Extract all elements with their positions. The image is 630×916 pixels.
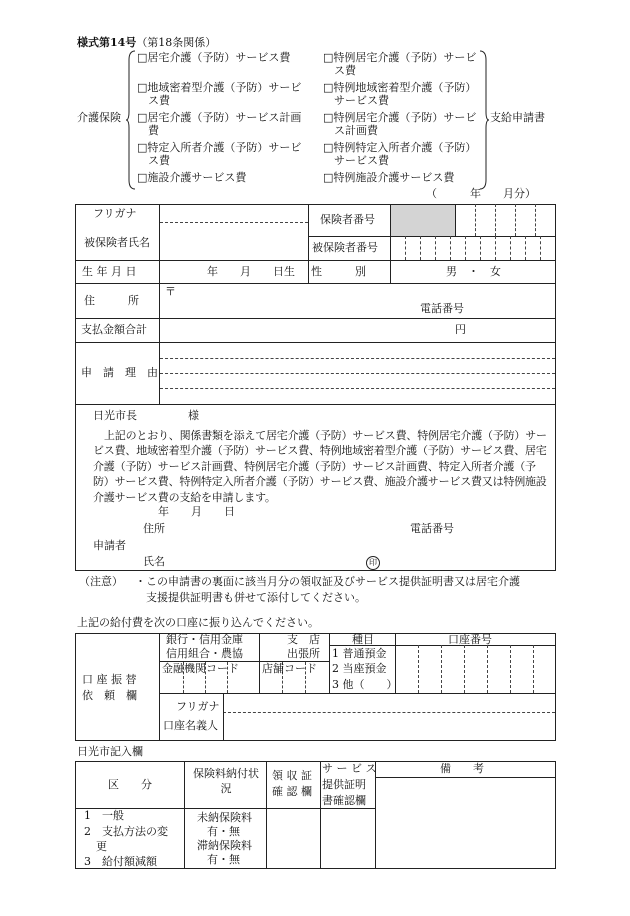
notice-label: （注意） [79, 575, 123, 588]
category-2a[interactable]: 2 支払方法の変 [84, 825, 168, 838]
col-receipt-1: 領 収 証 [272, 769, 312, 782]
col-category: 区 分 [108, 778, 152, 791]
period[interactable]: （ 年 月分） [426, 187, 536, 200]
branch-2: 出張所 [287, 647, 320, 660]
service-right-4[interactable]: □特例特定入所者介護（予防） サービス費 [323, 141, 477, 167]
col-premium: 保険料納付状況 [193, 767, 259, 795]
birth-label: 生 年 月 日 [82, 265, 137, 278]
phone-label: 電話番号 [420, 302, 464, 315]
bank-intro: 上記の給付費を次の口座に振り込んでください。 [77, 616, 319, 629]
account-no-label: 口座番号 [448, 633, 492, 646]
service-right-5[interactable]: □特例施設介護サービス費 [323, 171, 455, 184]
service-left-3[interactable]: □居宅介護（予防）サービス計画 費 [137, 111, 302, 137]
applicant-name: 氏名 [143, 555, 165, 568]
right-brace [479, 50, 489, 190]
sex-options[interactable]: 男 ・ 女 [446, 265, 501, 278]
bank-section-label-1: 口 座 振 替 [82, 673, 137, 686]
insurer-no-label: 保険者番号 [320, 213, 375, 226]
bank-kind-2: 信用組合・農協 [166, 647, 243, 660]
applicant-address: 住所 [143, 522, 165, 535]
holder-furigana-label: フリガナ [176, 700, 220, 713]
branch-code-label: 店舗コード [262, 662, 317, 675]
category-2b: 更 [96, 840, 107, 853]
col-service-2: 提供証明 [322, 778, 366, 791]
applicant-label: 申請者 [93, 539, 126, 552]
yen-unit: 円 [455, 323, 466, 336]
amount-label: 支払金額合計 [81, 323, 147, 336]
applicant-phone: 電話番号 [410, 522, 454, 535]
branch-1: 支 店 [287, 633, 320, 646]
premium-unpaid: 未納保険料 [197, 811, 252, 824]
notice-line-1: ・この申請書の裏面に該当月分の領収証及びサービス提供証明書又は居宅介護 [135, 575, 520, 588]
insured-name-label: 被保険者氏名 [84, 236, 150, 249]
service-left-1[interactable]: □居宅介護（予防）サービス費 [137, 51, 291, 64]
insurer-no-shaded [391, 205, 455, 236]
address-label: 住 所 [84, 294, 139, 307]
left-brace [126, 50, 136, 190]
account-type-1[interactable]: 1 普通預金 [332, 647, 387, 660]
seal-icon: 印 [366, 556, 380, 570]
account-type-3[interactable]: 3 他（ ） [332, 678, 398, 691]
birth-date[interactable]: 年 月 日生 [207, 265, 295, 278]
declaration-body: 上記のとおり、関係書類を添えて居宅介護（予防）サービス費、特例居宅介護（予防）サービス費、地域密着型介護（予防）サービス費、特例地域密着型介護（予防）サービス費、居宅介護（予防）サービス計画費、特例居宅介護（予防）サービス計画費、特定入所者介護（予防）サービス費、特例特定入所者介護（予防）サービス費、施設介護サービス費又は特例施設介護サービス費の支給を申請します。 [93, 429, 547, 504]
insured-no-label: 被保険者番号 [312, 241, 378, 254]
bank-section-label-2: 依 頼 欄 [82, 689, 137, 702]
service-right-1[interactable]: □特例居宅介護（予防）サービ ス費 [323, 51, 477, 77]
title-left: 介護保険 [77, 111, 121, 124]
office-title: 日光市記入欄 [77, 745, 143, 758]
col-service-3: 書確認欄 [322, 794, 366, 807]
sex-label: 性 別 [311, 265, 366, 278]
form-number: 様式第14号（第18条関係） [77, 36, 217, 49]
premium-arrears: 滞納保険料 [197, 839, 252, 852]
premium-unpaid-yesno[interactable]: 有・無 [207, 825, 240, 838]
notice-line-2: 支援提供証明書も併せて添付してください。 [146, 591, 366, 604]
service-left-2[interactable]: □地域密着型介護（予防）サービ ス費 [137, 81, 302, 107]
service-right-3[interactable]: □特例居宅介護（予防）サービ ス計画費 [323, 111, 477, 137]
service-left-4[interactable]: □特定入所者介護（予防）サービ ス費 [137, 141, 302, 167]
bank-code-label: 金融機関コード [162, 662, 239, 675]
col-remarks: 備 考 [440, 762, 484, 775]
category-3[interactable]: 3 給付額減額 [84, 855, 157, 868]
account-type-2[interactable]: 2 当座預金 [332, 662, 387, 675]
reason-label: 申 請 理 由 [81, 366, 158, 379]
declaration-date[interactable]: 年 月 日 [158, 505, 235, 518]
account-type-label: 種目 [352, 633, 374, 646]
holder-name-label: 口座名義人 [163, 719, 218, 732]
col-receipt-2: 確 認 欄 [272, 785, 312, 798]
sama: 様 [188, 409, 199, 422]
title-right: 支給申請書 [490, 111, 545, 124]
addressee: 日光市長 [93, 409, 137, 422]
service-right-2[interactable]: □特例地域密着型介護（予防） サービス費 [323, 81, 477, 107]
service-left-5[interactable]: □施設介護サービス費 [137, 171, 247, 184]
postal-mark: 〒 [165, 285, 176, 298]
category-1[interactable]: 1 一般 [84, 809, 124, 822]
premium-arrears-yesno[interactable]: 有・無 [207, 853, 240, 866]
col-service-1: サ ー ビ ス [322, 762, 377, 775]
bank-kind-1: 銀行・信用金庫 [166, 633, 243, 646]
furigana-label: フリガナ [93, 207, 137, 220]
